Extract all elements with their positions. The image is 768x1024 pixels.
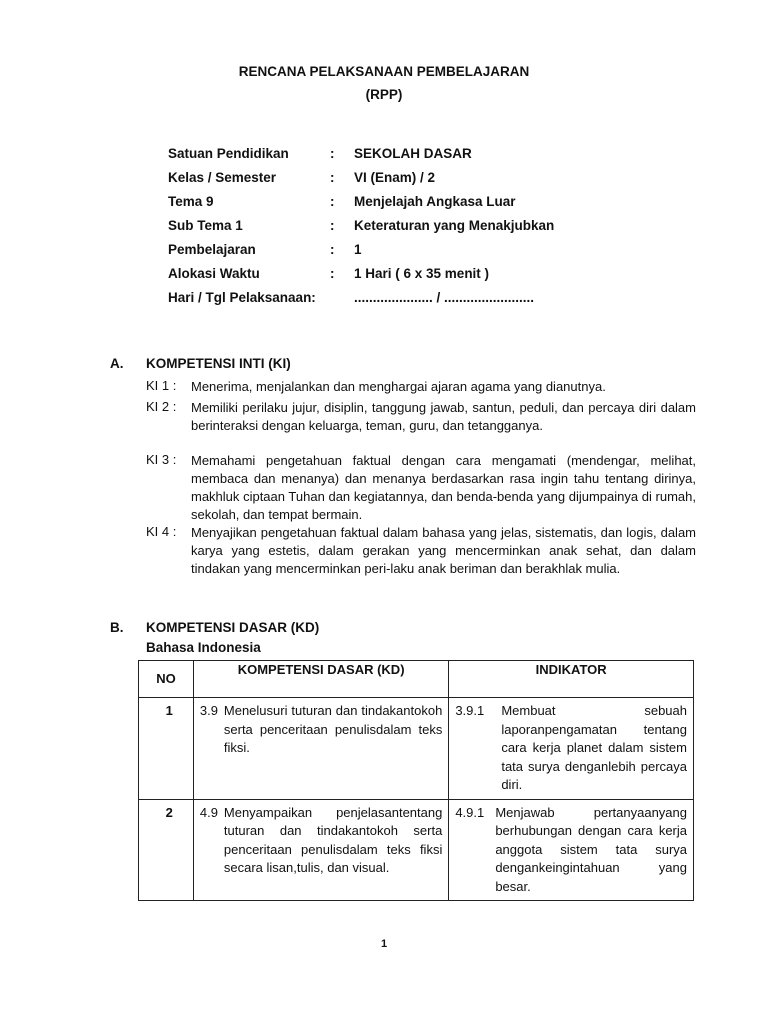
section-a-heading: KOMPETENSI INTI (KI): [146, 356, 291, 371]
identity-colon: :: [330, 170, 335, 185]
identity-value: 1: [354, 242, 362, 257]
table-header-row: [139, 661, 694, 698]
section-a-letter: A.: [110, 356, 124, 371]
ki-text: Memahami pengetahuan faktual dengan cara mengamati (mendengar, melihat, membaca dan menanya) dan menanya berdasarkan rasa ingin tahu tentang dirinya, makhluk ciptaan Tuhan dan kegiatannya, dan benda-benda yang dijumpainya di rumah, sekolah, dan tempat bermain.: [191, 453, 696, 522]
identity-value: Menjelajah Angkasa Luar: [354, 194, 516, 209]
ki-text: Menerima, menjalankan dan menghargai ajaran agama yang dianutnya.: [191, 379, 606, 394]
identity-colon: :: [330, 194, 335, 209]
indikator-cell: [449, 698, 694, 800]
ki-text: Memiliki perilaku jujur, disiplin, tanggung jawab, santun, peduli, dan percaya diri dalam berinteraksi dengan keluarga, teman, guru, dan tetangganya.: [191, 400, 696, 433]
header-kd: KOMPETENSI DASAR (KD): [193, 661, 448, 698]
kd-text: Menelusuri tuturan dan tindakantokoh serta penceritaan penulisdalam teks fiksi.: [223, 703, 443, 755]
table-row: [139, 698, 694, 800]
identity-label: Hari / Tgl Pelaksanaan:: [168, 290, 316, 305]
indikator-number: 3.9.1: [455, 703, 485, 718]
identity-colon: :: [330, 146, 335, 161]
identity-colon: :: [330, 218, 335, 233]
document-title: RENCANA PELAKSANAAN PEMBELAJARAN: [238, 64, 530, 79]
ki-label: KI 4 :: [146, 524, 177, 539]
kd-number: 4.9: [199, 804, 218, 820]
identity-value: Keteraturan yang Menakjubkan: [354, 218, 555, 233]
identity-label: Kelas / Semester: [168, 170, 277, 185]
identity-value: ..................... / ........................: [354, 290, 535, 305]
section-b-letter: B.: [110, 620, 124, 635]
identity-label: Alokasi Waktu: [168, 266, 260, 281]
header-indikator: INDIKATOR: [449, 661, 694, 698]
identity-value: SEKOLAH DASAR: [354, 146, 472, 161]
row-no: 1: [139, 698, 194, 800]
kd-cell: [193, 799, 448, 901]
identity-colon: :: [330, 266, 335, 281]
kd-table: [138, 660, 694, 901]
indikator-text: Membuat sebuah laporanpengamatan tentang cara kerja planet dalam sistem tata surya denganlebih percaya diri.: [501, 703, 687, 792]
ki-label: KI 3 :: [146, 452, 177, 467]
row-no: 2: [139, 799, 194, 901]
indikator-cell: [449, 799, 694, 901]
identity-label: Tema 9: [168, 194, 214, 209]
header-no: NO: [139, 661, 194, 698]
identity-label: Sub Tema 1: [168, 218, 243, 233]
kd-cell: [193, 698, 448, 800]
indikator-text: Menjawab pertanyaanyang berhubungan dengan cara kerja anggota sistem tata surya dengankeingintahuan yang besar.: [495, 804, 687, 894]
table-row: [139, 799, 694, 901]
identity-label: Satuan Pendidikan: [168, 146, 289, 161]
kd-number: 3.9: [199, 703, 218, 718]
ki-text: Menyajikan pengetahuan faktual dalam bahasa yang jelas, sistematis, dan logis, dalam karya yang estetis, dalam gerakan yang mencerminkan anak sehat, dan dalam tindakan yang mencerminkan peri-laku anak beriman dan berakhlak mulia.: [191, 525, 696, 576]
ki-label: KI 2 :: [146, 399, 177, 414]
identity-value: 1 Hari ( 6 x 35 menit ): [354, 266, 490, 281]
subject-label: Bahasa Indonesia: [146, 640, 261, 655]
section-b-heading: KOMPETENSI DASAR (KD): [146, 620, 320, 635]
identity-value: VI (Enam) / 2: [354, 170, 436, 185]
document-subtitle: (RPP): [365, 87, 403, 102]
indikator-number: 4.9.1: [455, 804, 485, 820]
identity-label: Pembelajaran: [168, 242, 256, 257]
identity-colon: :: [330, 242, 335, 257]
ki-label: KI 1 :: [146, 378, 177, 393]
kd-text: Menyampaikan penjelasantentang tuturan dan tindakantokoh serta penceritaan penulisdalam teks fiksi secara lisan,tulis, dan visual.: [223, 804, 443, 875]
page-number: 1: [380, 938, 388, 950]
